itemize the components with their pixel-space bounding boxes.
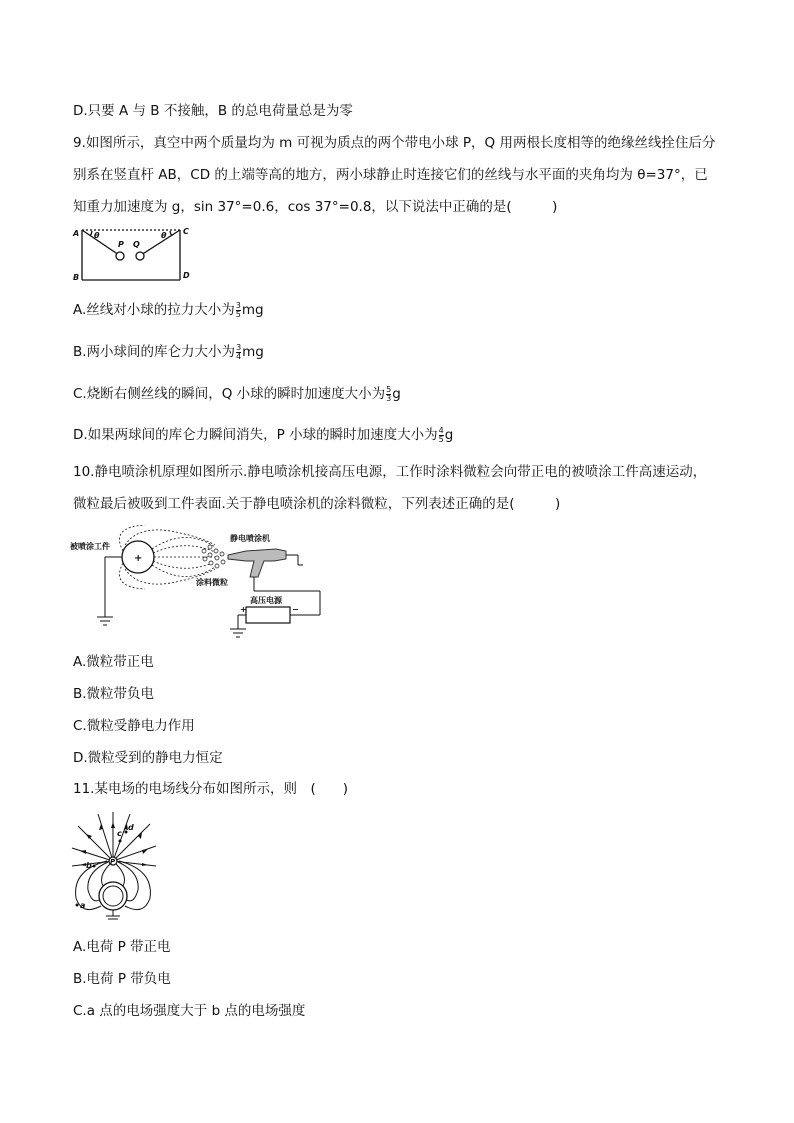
q9-option-a-den: 5	[235, 309, 241, 319]
q9-option-c-text: C.烧断右侧丝线的瞬间，Q 小球的瞬时加速度大小为	[73, 386, 386, 402]
q10-label-particles: 涂料微粒	[196, 578, 228, 587]
q10-option-d: D.微粒受到的静电力恒定	[73, 750, 223, 766]
q10-label-power-minus: −	[292, 605, 299, 614]
q9-label-d: D	[183, 271, 190, 280]
q11-figure	[68, 808, 163, 923]
q10-label-workpiece-plus: +	[134, 553, 143, 564]
q11-option-b: B.电荷 P 带负电	[73, 971, 171, 987]
q9-option-a-unit: mg	[241, 302, 264, 318]
q9-option-a-fraction	[236, 302, 241, 319]
q10-figure	[70, 525, 335, 643]
q9-stem-line1: 9.如图所示，真空中两个质量均为 m 可视为质点的两个带电小球 P，Q 用两根长度相等的绝缘丝线拴住后分	[73, 135, 716, 151]
q10-option-a: A.微粒带正电	[73, 654, 154, 670]
q10-option-b: B.微粒带负电	[73, 686, 155, 702]
q9-option-b-num: 3	[236, 342, 242, 352]
q9-figure	[70, 225, 195, 287]
q9-option-a	[73, 300, 264, 320]
q11-label-p: P	[110, 858, 116, 866]
q9-option-c-num: 5	[386, 384, 392, 394]
q9-label-a: A	[73, 229, 80, 238]
q9-stem-line2: 别系在竖直杆 AB，CD 的上端等高的地方，两小球静止时连接它们的丝线与水平面的夹角均为 θ=37°，已	[73, 167, 708, 183]
q9-option-b-fraction	[236, 344, 241, 361]
q9-label-p: P	[118, 240, 124, 249]
q11-point-b	[93, 865, 96, 868]
q9-option-a-text: A.丝线对小球的拉力大小为	[73, 302, 235, 318]
q10-option-c: C.微粒受静电力作用	[73, 718, 195, 734]
q10-label-workpiece: 被喷涂工件	[70, 542, 110, 551]
q9-option-d-unit: g	[444, 427, 454, 443]
q8-option-d: D.只要 A 与 B 不接触，B 的总电荷量总是为零	[73, 103, 353, 119]
q11-point-c	[119, 840, 122, 843]
q9-label-b: B	[73, 273, 80, 282]
q11-label-a: a	[80, 901, 86, 910]
q11-label-c: c	[117, 829, 122, 838]
q9-option-b	[73, 342, 264, 362]
q10-stem-line1: 10.静电喷涂机原理如图所示.静电喷涂机接高压电源，工作时涂料微粒会向带正电的被喷涂工件高速运动，	[73, 464, 707, 480]
q9-label-q: Q	[133, 240, 140, 249]
q11-point-a	[76, 904, 79, 907]
q9-option-c-unit: g	[392, 386, 401, 402]
q9-option-d-den: 5	[438, 434, 444, 444]
q9-option-b-text: B.两小球间的库仑力大小为	[73, 344, 236, 360]
q9-stem-line3: 知重力加速度为 g，sin 37°=0.6，cos 37°=0.8，以下说法中正确的是( )	[73, 199, 558, 215]
q9-option-d-text: D.如果两球间的库仑力瞬间消失，P 小球的瞬时加速度大小为	[73, 427, 438, 443]
q11-point-d	[125, 831, 128, 834]
q9-option-c-fraction	[386, 386, 391, 403]
q9-option-c-den: 3	[386, 393, 392, 403]
q9-label-theta-right: θ	[161, 231, 167, 240]
q10-label-sprayer: 静电喷涂机	[230, 534, 270, 543]
q11-label-b: b	[86, 861, 92, 870]
q11-option-a: A.电荷 P 带正电	[73, 939, 171, 955]
q11-stem: 11.某电场的电场线分布如图所示，则 ( )	[73, 781, 349, 797]
q9-option-c	[73, 384, 401, 404]
q9-label-theta-left: θ	[94, 231, 100, 240]
q9-label-c: C	[183, 227, 189, 236]
q9-option-a-num: 3	[235, 300, 241, 310]
q10-stem-line2: 微粒最后被吸到工件表面.关于静电喷涂机的涂料微粒，下列表述正确的是( )	[73, 496, 561, 512]
q9-option-b-den: 4	[236, 351, 242, 361]
q9-option-d-num: 4	[438, 425, 444, 435]
q11-label-d: d	[128, 823, 134, 832]
q9-option-d-fraction	[439, 427, 444, 444]
q11-option-c: C.a 点的电场强度大于 b 点的电场强度	[73, 1003, 306, 1019]
q9-option-d	[73, 425, 453, 445]
q10-label-power: 高压电源	[250, 596, 282, 605]
q9-option-b-unit: mg	[242, 344, 264, 360]
q10-label-power-plus: +	[240, 605, 247, 614]
